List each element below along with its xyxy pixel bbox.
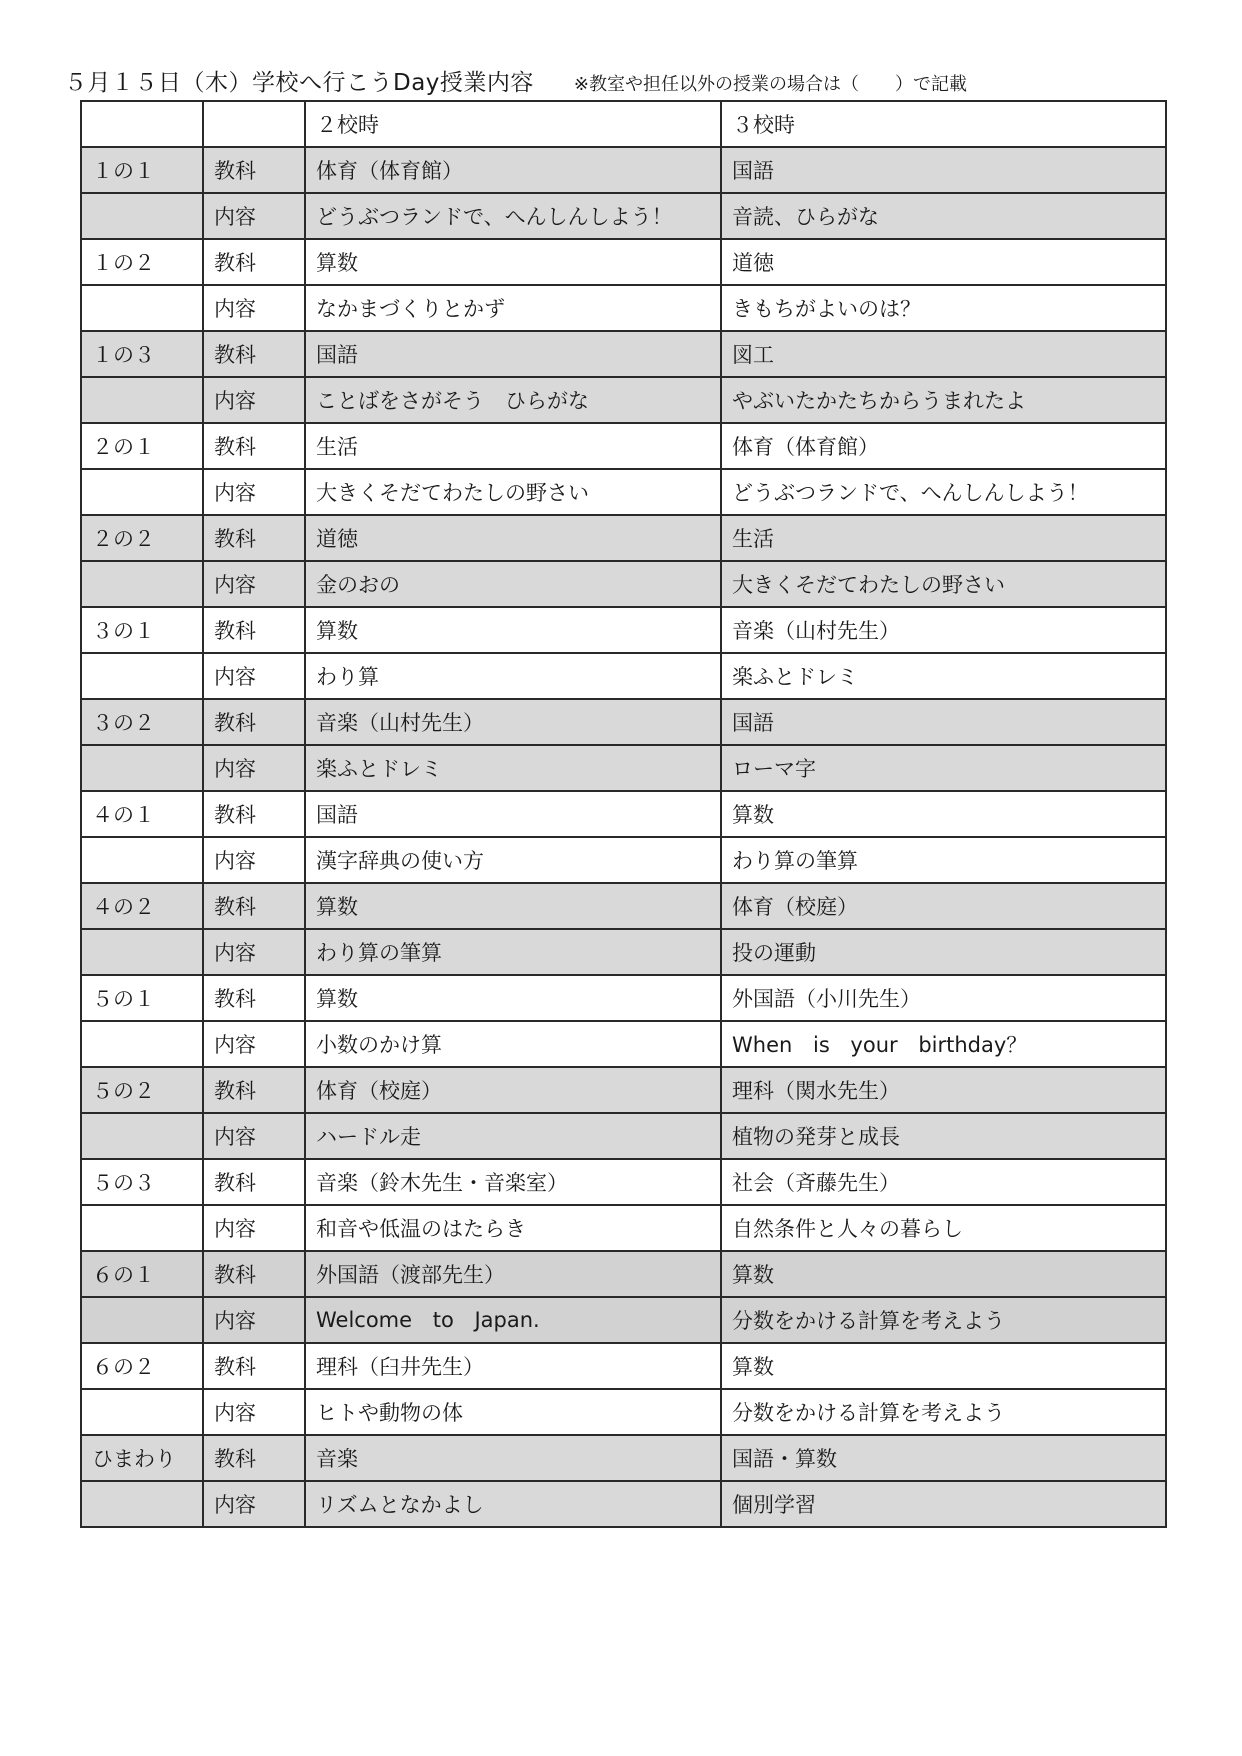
type-cell: 教科 <box>203 239 305 285</box>
period-2-cell: 生活 <box>305 423 721 469</box>
period-2-cell: 漢字辞典の使い方 <box>305 837 721 883</box>
type-cell: 内容 <box>203 1021 305 1067</box>
period-2-cell: 国語 <box>305 791 721 837</box>
type-cell: 教科 <box>203 1159 305 1205</box>
period-3-cell: 自然条件と人々の暮らし <box>721 1205 1166 1251</box>
table-row <box>81 1435 1166 1481</box>
period-2-cell: ハードル走 <box>305 1113 721 1159</box>
class-cell: １の３ <box>81 331 203 377</box>
type-cell: 教科 <box>203 515 305 561</box>
period-2-cell: 算数 <box>305 975 721 1021</box>
class-cell <box>81 929 203 975</box>
period-3-cell: 道徳 <box>721 239 1166 285</box>
type-cell: 教科 <box>203 1067 305 1113</box>
type-cell: 教科 <box>203 1343 305 1389</box>
class-cell <box>81 745 203 791</box>
class-cell: ５の１ <box>81 975 203 1021</box>
table-row <box>81 1481 1166 1527</box>
period-3-cell: 算数 <box>721 791 1166 837</box>
type-cell: 内容 <box>203 469 305 515</box>
type-cell: 教科 <box>203 1435 305 1481</box>
type-cell: 内容 <box>203 193 305 239</box>
table-row <box>81 331 1166 377</box>
table-row <box>81 699 1166 745</box>
class-cell: ５の３ <box>81 1159 203 1205</box>
period-2-cell: 算数 <box>305 239 721 285</box>
table-row <box>81 561 1166 607</box>
class-cell: ２の２ <box>81 515 203 561</box>
period-2-cell: 音楽（山村先生） <box>305 699 721 745</box>
table-row <box>81 1159 1166 1205</box>
header-cell-type <box>203 101 305 147</box>
type-cell: 内容 <box>203 1389 305 1435</box>
table-row <box>81 745 1166 791</box>
class-cell: ６の１ <box>81 1251 203 1297</box>
table-row <box>81 791 1166 837</box>
table-row <box>81 975 1166 1021</box>
table-row <box>81 1067 1166 1113</box>
table-row <box>81 929 1166 975</box>
schedule-table <box>80 100 1167 1528</box>
table-row <box>81 1251 1166 1297</box>
period-3-cell: 体育（体育館） <box>721 423 1166 469</box>
table-row <box>81 239 1166 285</box>
table-row <box>81 607 1166 653</box>
page-title: ５月１５日（木）学校へ行こうDay授業内容 <box>64 70 534 96</box>
table-row <box>81 423 1166 469</box>
period-2-cell: 金のおの <box>305 561 721 607</box>
type-cell: 内容 <box>203 285 305 331</box>
period-3-cell: 植物の発芽と成長 <box>721 1113 1166 1159</box>
period-3-cell: 分数をかける計算を考えよう <box>721 1389 1166 1435</box>
type-cell: 内容 <box>203 929 305 975</box>
period-3-cell: When is your birthday？ <box>721 1021 1166 1067</box>
period-3-cell: 国語 <box>721 147 1166 193</box>
type-cell: 教科 <box>203 1251 305 1297</box>
table-row <box>81 147 1166 193</box>
period-2-cell: 体育（校庭） <box>305 1067 721 1113</box>
period-2-cell: 国語 <box>305 331 721 377</box>
type-cell: 教科 <box>203 331 305 377</box>
table-row <box>81 515 1166 561</box>
period-2-cell: 楽ふとドレミ <box>305 745 721 791</box>
period-3-cell: ローマ字 <box>721 745 1166 791</box>
type-cell: 教科 <box>203 791 305 837</box>
class-cell: ４の２ <box>81 883 203 929</box>
period-2-cell: わり算 <box>305 653 721 699</box>
class-cell: １の２ <box>81 239 203 285</box>
class-cell <box>81 653 203 699</box>
header-cell-period-3: ３校時 <box>721 101 1166 147</box>
period-2-cell: 音楽（鈴木先生・音楽室） <box>305 1159 721 1205</box>
class-cell: ２の１ <box>81 423 203 469</box>
period-2-cell: 算数 <box>305 607 721 653</box>
header-cell-class <box>81 101 203 147</box>
type-cell: 内容 <box>203 561 305 607</box>
period-3-cell: 分数をかける計算を考えよう <box>721 1297 1166 1343</box>
class-cell: ５の２ <box>81 1067 203 1113</box>
header-cell-period-2: ２校時 <box>305 101 721 147</box>
table-row <box>81 1021 1166 1067</box>
period-3-cell: きもちがよいのは？ <box>721 285 1166 331</box>
period-2-cell: なかまづくりとかず <box>305 285 721 331</box>
type-cell: 内容 <box>203 1113 305 1159</box>
period-3-cell: どうぶつランドで、へんしんしよう！ <box>721 469 1166 515</box>
period-3-cell: 大きくそだてわたしの野さい <box>721 561 1166 607</box>
table-row <box>81 1389 1166 1435</box>
class-cell <box>81 1389 203 1435</box>
period-2-cell: Welcome to Japan. <box>305 1297 721 1343</box>
class-cell <box>81 285 203 331</box>
table-row <box>81 883 1166 929</box>
period-3-cell: やぶいたかたちからうまれたよ <box>721 377 1166 423</box>
class-cell <box>81 1113 203 1159</box>
period-2-cell: ことばをさがそう ひらがな <box>305 377 721 423</box>
class-cell <box>81 193 203 239</box>
period-3-cell: 国語 <box>721 699 1166 745</box>
type-cell: 教科 <box>203 423 305 469</box>
class-cell <box>81 377 203 423</box>
table-header-row <box>81 101 1166 147</box>
period-2-cell: 理科（臼井先生） <box>305 1343 721 1389</box>
period-2-cell: 算数 <box>305 883 721 929</box>
type-cell: 教科 <box>203 975 305 1021</box>
period-3-cell: 外国語（小川先生） <box>721 975 1166 1021</box>
period-3-cell: 図工 <box>721 331 1166 377</box>
class-cell: ６の２ <box>81 1343 203 1389</box>
period-2-cell: 外国語（渡部先生） <box>305 1251 721 1297</box>
period-3-cell: 個別学習 <box>721 1481 1166 1527</box>
type-cell: 教科 <box>203 607 305 653</box>
class-cell: ３の２ <box>81 699 203 745</box>
period-2-cell: 小数のかけ算 <box>305 1021 721 1067</box>
type-cell: 内容 <box>203 837 305 883</box>
period-2-cell: 道徳 <box>305 515 721 561</box>
period-2-cell: ヒトや動物の体 <box>305 1389 721 1435</box>
period-3-cell: 算数 <box>721 1343 1166 1389</box>
period-3-cell: わり算の筆算 <box>721 837 1166 883</box>
class-cell <box>81 1481 203 1527</box>
page-header <box>64 64 1174 94</box>
period-2-cell: 音楽 <box>305 1435 721 1481</box>
table-row <box>81 285 1166 331</box>
period-2-cell: 和音や低温のはたらき <box>305 1205 721 1251</box>
period-2-cell: わり算の筆算 <box>305 929 721 975</box>
table-row <box>81 837 1166 883</box>
period-2-cell: リズムとなかよし <box>305 1481 721 1527</box>
period-3-cell: 理科（関水先生） <box>721 1067 1166 1113</box>
type-cell: 内容 <box>203 745 305 791</box>
period-3-cell: 音読、ひらがな <box>721 193 1166 239</box>
type-cell: 内容 <box>203 1481 305 1527</box>
class-cell <box>81 469 203 515</box>
table-row <box>81 193 1166 239</box>
period-2-cell: どうぶつランドで、へんしんしよう！ <box>305 193 721 239</box>
period-3-cell: 生活 <box>721 515 1166 561</box>
period-3-cell: 社会（斉藤先生） <box>721 1159 1166 1205</box>
class-cell: ４の１ <box>81 791 203 837</box>
period-3-cell: 音楽（山村先生） <box>721 607 1166 653</box>
class-cell <box>81 1021 203 1067</box>
header-note: ※教室や担任以外の授業の場合は（ ）で記載 <box>573 74 968 95</box>
class-cell <box>81 561 203 607</box>
class-cell: １の１ <box>81 147 203 193</box>
table-row <box>81 469 1166 515</box>
class-cell <box>81 1297 203 1343</box>
type-cell: 内容 <box>203 1205 305 1251</box>
period-2-cell: 大きくそだてわたしの野さい <box>305 469 721 515</box>
type-cell: 教科 <box>203 147 305 193</box>
period-3-cell: 体育（校庭） <box>721 883 1166 929</box>
period-2-cell: 体育（体育館） <box>305 147 721 193</box>
table-row <box>81 1205 1166 1251</box>
class-cell: ３の１ <box>81 607 203 653</box>
period-3-cell: 楽ふとドレミ <box>721 653 1166 699</box>
period-3-cell: 国語・算数 <box>721 1435 1166 1481</box>
table-row <box>81 1297 1166 1343</box>
type-cell: 教科 <box>203 883 305 929</box>
table-row <box>81 1343 1166 1389</box>
type-cell: 教科 <box>203 699 305 745</box>
table-row <box>81 377 1166 423</box>
type-cell: 内容 <box>203 1297 305 1343</box>
table-row <box>81 1113 1166 1159</box>
class-cell <box>81 837 203 883</box>
schedule-body <box>81 147 1166 1527</box>
period-3-cell: 投の運動 <box>721 929 1166 975</box>
period-3-cell: 算数 <box>721 1251 1166 1297</box>
table-row <box>81 653 1166 699</box>
type-cell: 内容 <box>203 653 305 699</box>
class-cell <box>81 1205 203 1251</box>
type-cell: 内容 <box>203 377 305 423</box>
class-cell: ひまわり <box>81 1435 203 1481</box>
